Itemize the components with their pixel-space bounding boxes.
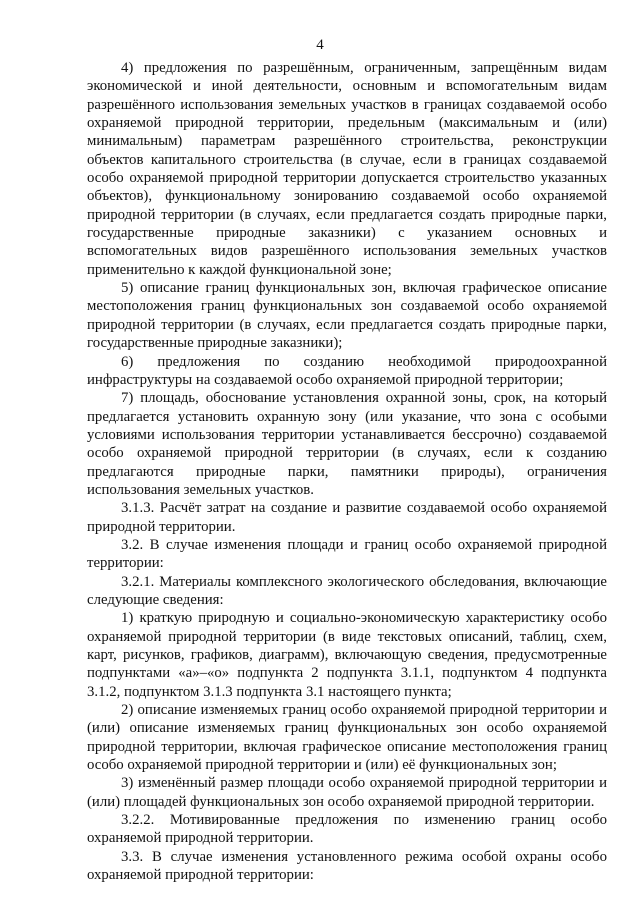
paragraph-item-5-zone-borders: 5) описание границ функциональных зон, включая графическое описание местоположения границ функциональных зон создаваемой особо охраняемой природной территории (в случаях, если предлагается создать природные парки, государственные природные заказники); [87,280,607,352]
paragraph-3-1-3: 3.1.3. Расчёт затрат на создание и развитие создаваемой особо охраняемой природной территории. [87,500,607,535]
paragraph-3-2: 3.2. В случае изменения площади и границ особо охраняемой природной территории: [87,536,607,572]
document-body [87,59,607,884]
paragraph-item-4-proposals: 4) предложения по разрешённым, ограниченным, запрещённым видам экономической и иной деятельности, основным и вспомогательным видам разрешённого использования земельных участков в границах создаваемой особо охраняемой природной территории, предельным (максимальным и (или) минимальным) параметрам разрешённого строительства, реконструкции объектов капитального строительства (в случае, если в границах создаваемой особо охраняемой природной территории допускается строительство указанных объектов), функциональному зонированию создаваемой особо охраняемой природной территории (в случаях, если предлагается создать природные парки, государственные природные заказники) с указанием основных и вспомогательных видов разрешённого использования земельных участков применительно к каждой функциональной зоне; [87,60,607,278]
paragraph-sub-3-area-size: 3) изменённый размер площади особо охраняемой природной территории и (или) площадей функциональных зон особо охраняемой природной территории. [87,775,607,810]
paragraph-sub-2-border-description: 2) описание изменяемых границ особо охраняемой природной территории и (или) описание изменяемых границ функциональных зон особо охраняемой природной территории, включая графическое описание местоположения границ особо охраняемой природной территории и (или) её функциональных зон; [87,702,607,774]
paragraph-3-2-1: 3.2.1. Материалы комплексного экологического обследования, включающие следующие сведения: [87,573,607,608]
paragraph-item-6-infrastructure: 6) предложения по созданию необходимой природоохранной инфраструктуры на создаваемой особо охраняемой природной территории; [87,353,607,388]
paragraph-3-3: 3.3. В случае изменения установленного режима особой охраны особо охраняемой природной территории: [87,848,607,884]
page-number: 4 [316,37,324,53]
paragraph-item-7-protection-zone: 7) площадь, обоснование установления охранной зоны, срок, на который предлагается установить охранную зону (или указание, что зона с особыми условиями использования территории устанавливается бессрочно) создаваемой особо охраняемой природной территории (в случаях, если к созданию предлагаются природные парки, памятники природы), ограничения использования земельных участков. [87,390,607,498]
paragraph-3-2-2: 3.2.2. Мотивированные предложения по изменению границ особо охраняемой природной территории. [87,812,607,847]
paragraph-sub-1-characteristics: 1) краткую природную и социально-экономическую характеристику особо охраняемой природной территории (в виде текстовых описаний, таблиц, схем, карт, рисунков, графиков, диаграмм), включающую сведения, предусмотренные подпунктами «а»–«о» подпункта 2 подпункта 3.1.1, подпунктом 4 подпункта 3.1.2, подпунктом 3.1.3 подпункта 3.1 настоящего пункта; [87,610,607,700]
